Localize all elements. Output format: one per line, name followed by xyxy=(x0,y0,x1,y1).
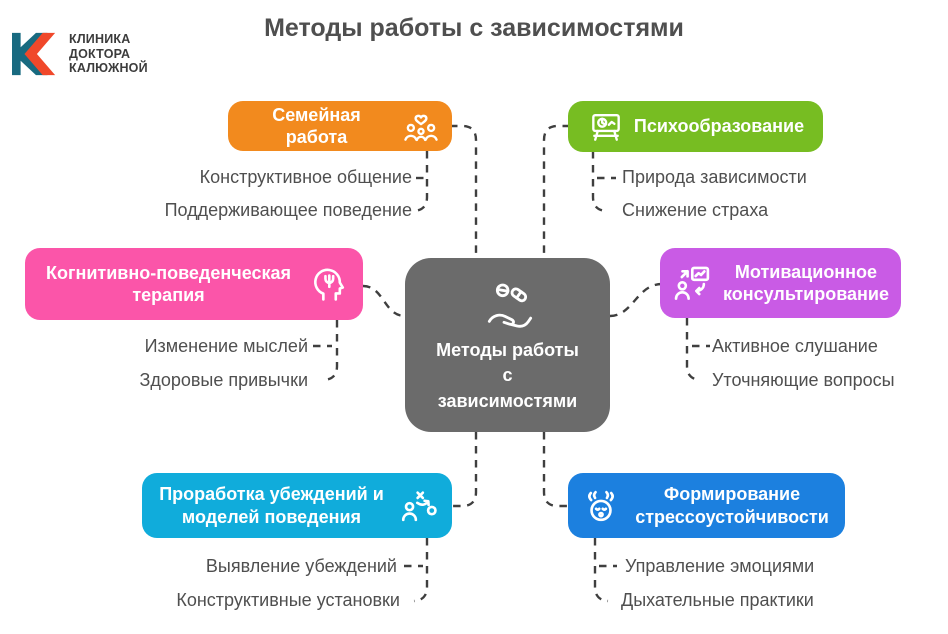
clinic-logo xyxy=(10,31,148,77)
consultation-icon xyxy=(672,262,714,304)
branch-cbt-label: Когнитивно-поведенческая терапия xyxy=(46,262,291,305)
link-motivational-center xyxy=(610,284,662,316)
behavior-change-icon xyxy=(398,485,440,527)
logo-line-2: ДОКТОРА xyxy=(69,46,131,61)
link-psychoeducation-center xyxy=(544,126,570,258)
family-heart-icon xyxy=(402,107,440,145)
motivational-item-2: Уточняющие вопросы xyxy=(712,370,895,390)
branch-stress-box xyxy=(568,473,845,538)
family-item-2: Поддерживающее поведение xyxy=(164,200,412,220)
branch-cbt-box xyxy=(25,248,363,320)
clinic-logo-text xyxy=(69,32,148,76)
motivational-item-1: Активное слушание xyxy=(712,336,878,356)
stressed-face-icon xyxy=(580,485,622,527)
branch-beliefs-label: Проработка убеждений и моделей поведения xyxy=(159,484,384,527)
link-stress-items xyxy=(595,538,608,601)
center-label-line-1: Методы работы xyxy=(436,340,579,361)
center-label-line-2: с xyxy=(502,365,513,386)
presentation-board-icon xyxy=(587,108,625,146)
branch-psychoeducation-box xyxy=(568,101,823,152)
branch-stress-label: Формирование стрессоустойчивости xyxy=(635,484,829,527)
branch-psychoeducation-label: Психообразование xyxy=(633,116,805,137)
link-stress-center xyxy=(544,432,570,506)
branch-family-label: Семейная работа xyxy=(272,104,361,147)
link-family-center xyxy=(450,126,476,258)
hand-with-pills-icon xyxy=(478,276,538,336)
stress-item-2: Дыхательные практики xyxy=(621,590,814,610)
center-node xyxy=(405,258,610,432)
clinic-logo-icon xyxy=(10,31,60,77)
cbt-item-1: Изменение мыслей xyxy=(144,336,308,356)
link-beliefs-items xyxy=(414,538,427,601)
stress-item-1: Управление эмоциями xyxy=(625,556,815,576)
head-psi-icon xyxy=(309,263,351,305)
cbt-item-2: Здоровые привычки xyxy=(139,370,308,390)
link-cbt-items xyxy=(324,320,337,380)
branch-beliefs-box xyxy=(142,473,452,538)
center-node-label xyxy=(436,338,579,414)
branch-family-box xyxy=(228,101,452,151)
center-label-line-3: зависимостями xyxy=(437,390,578,411)
logo-red-chevron xyxy=(24,33,55,75)
beliefs-item-2: Конструктивные установки xyxy=(176,590,400,610)
link-motivational-items xyxy=(687,318,700,380)
branch-motivational-box xyxy=(660,248,901,318)
family-item-1: Конструктивное общение xyxy=(199,167,412,187)
logo-line-3: КАЛЮЖНОЙ xyxy=(69,61,148,76)
beliefs-item-1: Выявление убеждений xyxy=(205,556,397,576)
branch-motivational-label: Мотивационное консультирование xyxy=(723,261,889,304)
page-title: Методы работы с зависимостями xyxy=(264,14,684,42)
link-family-items xyxy=(414,151,427,211)
psychoeducation-item-2: Снижение страха xyxy=(622,200,769,220)
link-beliefs-center xyxy=(450,432,476,506)
psychoeducation-item-1: Природа зависимости xyxy=(622,167,807,187)
logo-line-1: КЛИНИКА xyxy=(69,31,131,46)
link-psychoeducation-items xyxy=(593,151,606,211)
link-cbt-center xyxy=(363,286,405,316)
